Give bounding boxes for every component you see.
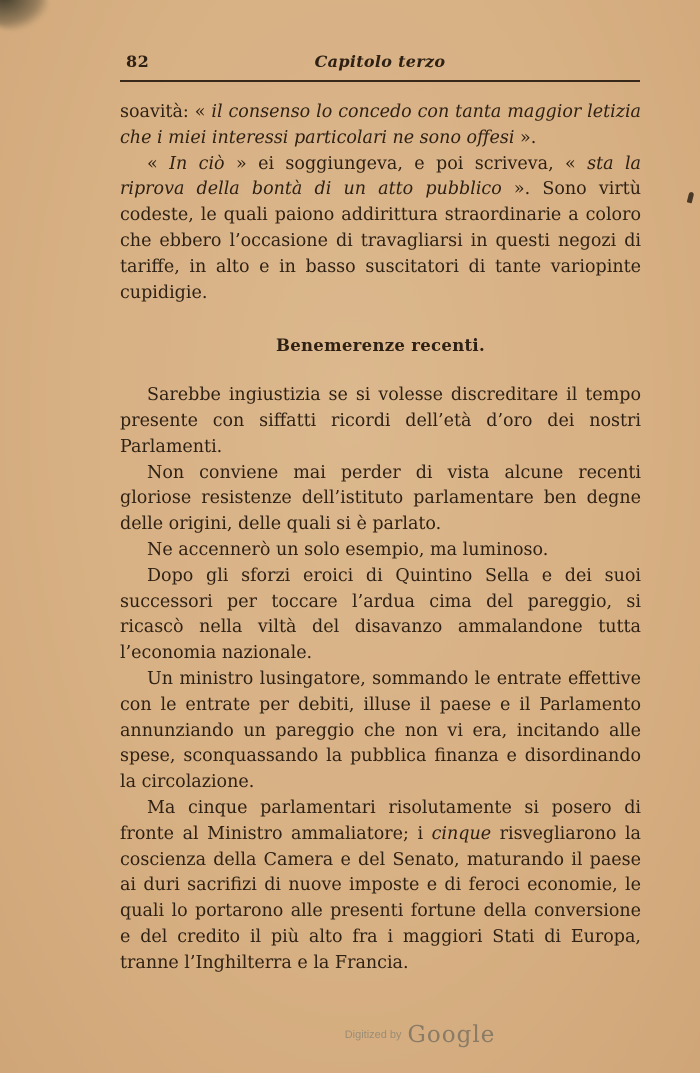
paragraph [120, 100, 641, 152]
digitization-watermark [345, 1022, 496, 1048]
paragraph [120, 383, 641, 460]
paragraph [120, 461, 641, 538]
italic-text-segment: In ciò [169, 153, 225, 174]
text-segment: ». [514, 127, 537, 148]
chapter-title: Capitolo terzo [314, 52, 446, 71]
text-segment: risvegliarono la coscienza della Camera e del Senato, maturando il paese ai duri sacrifizi di nuove imposte e di feroci economie, le quali lo portarono alle presenti fortune della conversione e del credito il più alto fra i maggiori Stati di Europa, tranne l’Inghilterra e la Francia. [120, 823, 641, 973]
text-segment: ». Sono virtù codeste, le quali paiono addirittura straordinarie a coloro che ebbero l’occasione di travagliarsi in questi negozi di tariffe, in alto e in basso suscitatori di tante variopinte cupidigie. [120, 179, 641, 303]
text-segment: Sarebbe ingiustizia se si volesse discreditare il tempo presente con siffatti ricordi dell’età d’oro dei nostri Parlamenti. [120, 385, 641, 457]
digitized-by-label: Digitized by [344, 1029, 402, 1041]
text-segment: soavità: « [120, 102, 212, 122]
italic-text-segment: sta la riprova della bontà di un atto pubblico [120, 153, 641, 200]
paragraph [120, 538, 641, 564]
google-logo: Google [407, 1022, 496, 1048]
italic-text-segment: cinque [431, 823, 492, 844]
section-heading: Benemerenze recenti. [275, 336, 486, 356]
text-segment: Non conviene mai perder di vista alcune recenti gloriose resistenze dell’istituto parlamentare ben degne delle origini, delle quali si è parlato. [120, 462, 641, 535]
italic-text-segment: il consenso lo concedo con tanta maggior letizia che i miei interessi particolari ne sono offesi [120, 102, 641, 148]
scan-smudge-artifact [0, 0, 48, 30]
scan-speck-artifact [687, 192, 695, 204]
text-segment: Ne accennerò un solo esempio, ma luminoso. [147, 539, 549, 560]
text-blocks [120, 100, 641, 977]
text-segment: « [147, 153, 170, 174]
page-number: 82 [126, 52, 150, 71]
paragraph [120, 667, 641, 796]
running-head [120, 50, 640, 82]
paragraph [120, 152, 641, 307]
text-segment: Dopo gli sforzi eroici di Quintino Sella e dei suoi successori per toccare l’ardua cima del pareggio, si ricascò nella viltà del disavanzo ammalandone tutta l’economia nazionale. [120, 565, 641, 664]
paragraph [120, 564, 641, 667]
paragraph [120, 796, 641, 977]
text-segment: Un ministro lusingatore, sommando le entrate effettive con le entrate per debiti, illuse il paese e il Parlamento annunziando un pareggio che non vi era, incitando alle spese, sconquassando la pubblica finanza e disordinando la circolazione. [120, 668, 641, 793]
text-segment: » ei soggiungeva, e poi scriveva, « [224, 153, 588, 174]
text-segment: Ma cinque parlamentari risolutamente si posero di fronte al Ministro ammaliatore; i [120, 797, 641, 844]
